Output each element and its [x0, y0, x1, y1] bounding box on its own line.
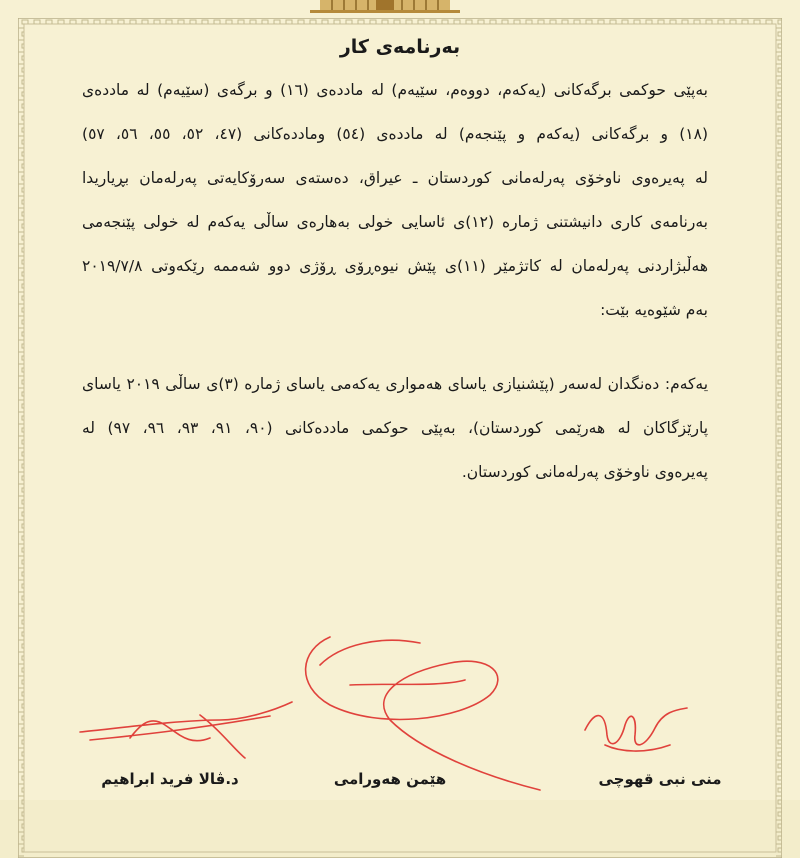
signature-1-graphic [70, 680, 300, 760]
intro-line: بەرنامەی کاری دانیشتنی ژمارە (١٢)ی ئاسایی خولی بەهارەی ساڵی یەکەم لە خولی پێنجەمی [82, 213, 708, 231]
agenda-line: یەکەم: دەنگدان لەسەر (پێشنیازی یاسای هەمواری یەکەمی یاسای ژمارە (٣)ی ساڵی ٢٠١٩ یاسای [82, 375, 708, 393]
document-title: بەرنامەی کار [339, 36, 461, 58]
agenda-line: پارێزگاکان لە هەرێمی کوردستان)، بەپێی حوکمی ماددەکانی (٩٠، ٩١، ٩٣، ٩٦، ٩٧) لە [82, 419, 708, 437]
intro-line: لە پەیرەوی ناوخۆی پەرلەمانی کوردستان ـ عیراق، دەستەی سەرۆکایەتی پەرلەمان بڕیاریدا [82, 169, 708, 187]
signatory-1-name: د.ڤالا فرید ابراهیم [101, 770, 239, 788]
signatory-2-name: هێمن هەورامی [333, 770, 447, 788]
intro-paragraph [82, 68, 708, 332]
signatory-3-name: منی نبی قهوچی [598, 770, 722, 788]
agenda-item-first [82, 362, 708, 494]
signature-3-graphic [575, 690, 695, 765]
agenda-line: پەیرەوی ناوخۆی پەرلەمانی کوردستان. [461, 463, 708, 481]
intro-line: (١٨) و برگەکانی (یەکەم و پێنجەم) لە ماددەی (٥٤) وماددەکانی (٤٧، ٥٢، ٥٥، ٥٦، ٥٧) [82, 125, 708, 143]
parliament-emblem-icon [310, 0, 460, 14]
intro-line: بەپێی حوکمی برگەکانی (یەکەم، دووەم، سێیەم) لە ماددەی (١٦) و برگەی (سێیەم) لە ماددەی [82, 81, 708, 99]
intro-line: هەڵبژاردنی پەرلەمان لە کاتژمێر (١١)ی پێش نیوەڕۆی ڕۆژی دوو شەممە رێکەوتی ٢٠١٩/٧/٨ [82, 257, 708, 275]
intro-line: بەم شێوەیە بێت: [600, 301, 708, 319]
